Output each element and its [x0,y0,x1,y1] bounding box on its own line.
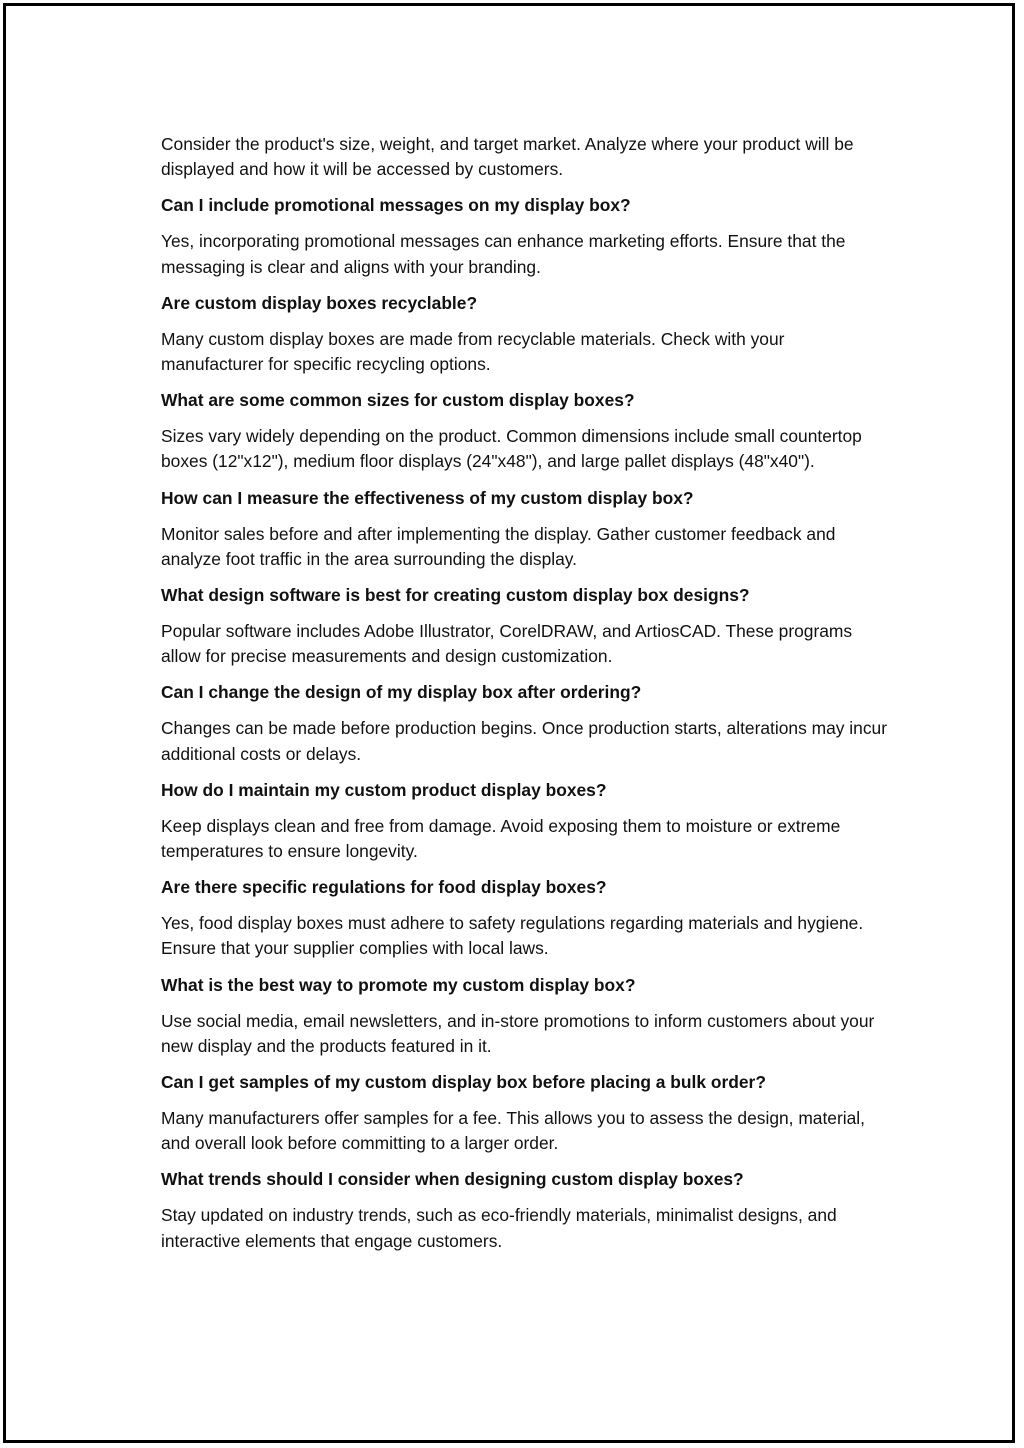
faq-question: Can I get samples of my custom display box before placing a bulk order? [161,1072,766,1093]
faq-answer: Many manufacturers offer samples for a fee. This allows you to assess the design, material, and overall look before committing to a larger order. [161,1108,866,1154]
faq-answer: Keep displays clean and free from damage. Avoid exposing them to moisture or extreme temperatures to ensure longevity. [161,815,841,862]
faq-question: Can I change the design of my display box after ordering? [161,682,642,703]
faq-question: How do I maintain my custom product display boxes? [161,779,607,800]
faq-answer: Yes, food display boxes must adhere to safety regulations regarding materials and hygiene. Ensure that your supplier complies with local laws. [161,913,864,959]
faq-answer: Stay updated on industry trends, such as eco-friendly materials, minimalist designs, and interactive elements that engage customers. [161,1205,837,1251]
faq-question: Are there specific regulations for food display boxes? [161,877,607,898]
faq-question: How can I measure the effectiveness of my custom display box? [161,487,694,508]
faq-question: Are custom display boxes recyclable? [161,292,478,313]
faq-question: What are some common sizes for custom display boxes? [161,390,635,411]
faq-answer: Changes can be made before production begins. Once production starts, alterations may incur additional costs or delays. [161,718,887,764]
faq-question: Can I include promotional messages on my display box? [161,195,631,216]
faq-answer: Use social media, email newsletters, and in-store promotions to inform customers about your new display and the products featured in it. [161,1010,875,1056]
faq-answer: Sizes vary widely depending on the product. Common dimensions include small countertop boxes (12"x12"), medium floor displays (24"x48"), and large pallet displays (48"x40"). [161,426,862,472]
document-content [161,132,891,1265]
faq-answer: Yes, incorporating promotional messages can enhance marketing efforts. Ensure that the messaging is clear and aligns with your branding. [161,231,846,277]
intro-paragraph: Consider the product's size, weight, and target market. Analyze where your product will be displayed and how it will be accessed by customers. [161,134,854,180]
faq-question: What design software is best for creating custom display box designs? [161,585,750,606]
faq-answer: Monitor sales before and after implementing the display. Gather customer feedback and analyze foot traffic in the area surrounding the display. [161,523,836,569]
faq-answer: Many custom display boxes are made from recyclable materials. Check with your manufacturer for specific recycling options. [161,328,785,375]
faq-question: What trends should I consider when designing custom display boxes? [161,1169,744,1190]
page-frame [3,3,1015,1443]
faq-answer: Popular software includes Adobe Illustrator, CorelDRAW, and ArtiosCAD. These programs allow for precise measurements and design customization. [161,621,853,667]
faq-question: What is the best way to promote my custom display box? [161,974,636,995]
